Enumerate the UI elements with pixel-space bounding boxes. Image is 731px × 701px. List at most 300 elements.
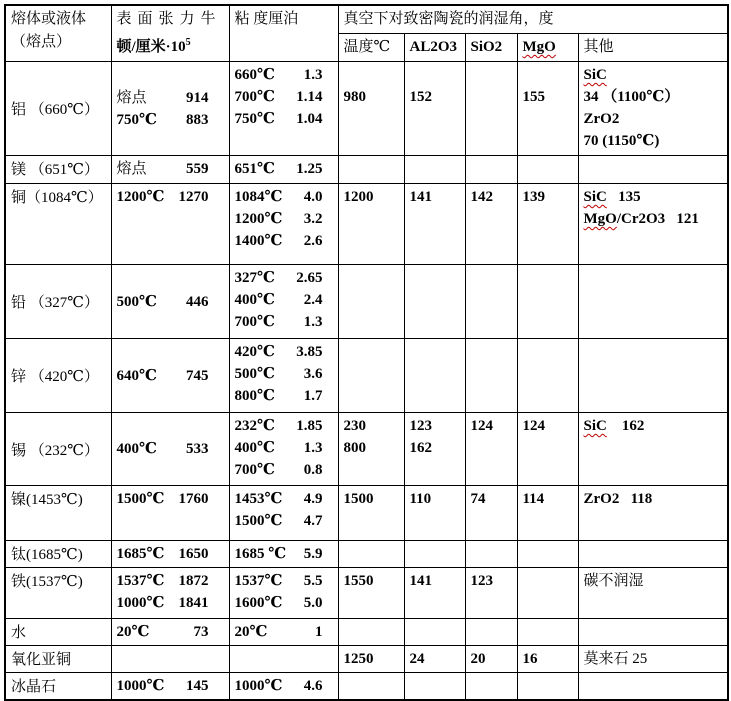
viscosity-cell[interactable] — [229, 673, 338, 701]
temp-value-line — [117, 543, 209, 565]
melt-name-cell[interactable] — [5, 568, 111, 619]
wet-other-cell[interactable] — [578, 673, 728, 701]
wet-sio2-cell[interactable] — [465, 339, 517, 413]
other-ceramic-text: 莫来石 25 — [583, 651, 648, 667]
header-al2o3-label: AL2O3 — [409, 39, 458, 55]
value-label: 20 — [470, 651, 486, 667]
wet-sio2-cell[interactable] — [465, 568, 517, 619]
temp-value-line — [235, 86, 323, 108]
table-row — [5, 413, 728, 486]
wetting-angle-value — [410, 488, 460, 510]
temp-value-line — [235, 230, 323, 252]
value-label: 141 — [409, 573, 432, 589]
wetting-angle-value — [344, 570, 399, 592]
wet-sio2-cell[interactable] — [465, 541, 517, 568]
surface-tension-cell[interactable] — [111, 568, 229, 619]
wetting-angle-value — [523, 488, 573, 510]
wet-other-cell[interactable] — [578, 265, 728, 339]
temp-value-line — [235, 385, 323, 407]
temp-value-line — [235, 341, 323, 363]
temp-label: 660℃ — [234, 67, 275, 83]
value-label: 5.9 — [303, 546, 323, 562]
viscosity-cell[interactable] — [229, 541, 338, 568]
melt-name-cell[interactable] — [5, 184, 111, 265]
value-label: 139 — [522, 189, 545, 205]
header-viscosity-label: 粘 度厘泊 — [234, 11, 299, 27]
value-label: 1.04 — [296, 111, 323, 127]
temp-value-line — [235, 267, 323, 289]
wetting-angle-value — [471, 648, 512, 670]
wetting-angle-value — [344, 86, 399, 108]
wetting-angle-value — [410, 86, 460, 108]
temp-value-line — [235, 437, 323, 459]
header-melt-line1: 熔体或液体 — [11, 11, 87, 27]
wet-other-cell[interactable] — [578, 486, 728, 541]
wet-mgo-cell[interactable] — [517, 265, 578, 339]
temp-label: 750℃ — [234, 111, 275, 127]
wet-other-cell[interactable] — [578, 568, 728, 619]
table-row — [5, 265, 728, 339]
temp-label: 400℃ — [116, 441, 157, 457]
temp-label: 1200℃ — [116, 189, 165, 205]
value-label: 4.7 — [303, 513, 323, 529]
wet-sio2-cell[interactable] — [465, 673, 517, 701]
temp-value-line — [235, 363, 323, 385]
wetting-angle-value — [471, 415, 512, 437]
temp-label: 1200℃ — [234, 211, 283, 227]
value-label: 2.6 — [303, 233, 323, 249]
surface-tension-cell[interactable] — [111, 413, 229, 486]
temp-label: 1000℃ — [116, 595, 165, 611]
temp-value-line — [117, 592, 209, 614]
melt-name: 铝 （660℃） — [11, 102, 100, 118]
wet-mgo-cell[interactable] — [517, 568, 578, 619]
temp-value-line — [235, 543, 323, 565]
surface-tension-cell[interactable] — [111, 184, 229, 265]
value-label: 1.3 — [303, 314, 323, 330]
melt-name-cell[interactable] — [5, 619, 111, 646]
temp-label: 400℃ — [234, 440, 275, 456]
wetting-angle-value — [410, 186, 460, 208]
header-surface-tension-line2 — [117, 31, 224, 59]
header-temp-label: 温度℃ — [343, 39, 391, 55]
value-label: 3.85 — [296, 344, 323, 360]
wet-sio2-cell[interactable] — [465, 413, 517, 486]
temp-label: 1685℃ — [116, 546, 165, 562]
wetting-angle-value — [410, 437, 460, 459]
other-ceramic-text: MgO — [583, 211, 617, 227]
wet-temp-cell[interactable] — [338, 339, 404, 413]
melt-name-cell[interactable] — [5, 62, 111, 156]
table-row — [5, 339, 728, 413]
melt-name: 铁(1537℃) — [11, 574, 83, 590]
wetting-angle-value — [523, 186, 573, 208]
header-temp-cell[interactable] — [338, 34, 404, 62]
table-row — [5, 62, 728, 156]
other-ceramic-line — [584, 186, 723, 208]
wet-mgo-cell[interactable] — [517, 486, 578, 541]
value-label: 0.8 — [303, 462, 323, 478]
header-surface-tension-line1: 表面张力牛 — [116, 11, 222, 27]
value-label: 1872 — [178, 573, 209, 589]
wet-temp-cell[interactable] — [338, 646, 404, 673]
temp-label: 1500℃ — [116, 491, 165, 507]
temp-label: 20℃ — [116, 624, 150, 640]
wet-temp-cell[interactable] — [338, 673, 404, 701]
other-ceramic-line — [584, 570, 723, 592]
value-label: 2.65 — [296, 270, 323, 286]
wetting-angle-value — [344, 186, 399, 208]
other-ceramic-text: SiC — [583, 189, 607, 205]
temp-label: 1500℃ — [234, 513, 283, 529]
temp-label: 700℃ — [234, 89, 275, 105]
viscosity-cell[interactable] — [229, 339, 338, 413]
value-label: 533 — [186, 441, 209, 457]
wetting-angle-value — [471, 186, 512, 208]
value-label: 1550 — [343, 573, 374, 589]
other-ceramic-text: 碳不润湿 — [583, 573, 644, 589]
viscosity-cell[interactable] — [229, 413, 338, 486]
header-melt-line2: （熔点） — [11, 34, 72, 50]
surface-tension-cell[interactable] — [111, 265, 229, 339]
temp-value-line — [117, 158, 209, 180]
value-label: 145 — [186, 678, 209, 694]
wetting-angle-value — [344, 415, 399, 437]
wet-temp-cell[interactable] — [338, 568, 404, 619]
value-label: 142 — [470, 189, 493, 205]
wetting-angle-value — [344, 648, 399, 670]
wet-temp-cell[interactable] — [338, 619, 404, 646]
value-label: 1841 — [178, 595, 209, 611]
value-label: 1500 — [343, 491, 374, 507]
wet-mgo-cell[interactable] — [517, 62, 578, 156]
temp-label: 1000℃ — [116, 678, 165, 694]
header-other-cell[interactable] — [578, 34, 728, 62]
wet-temp-cell[interactable] — [338, 541, 404, 568]
wet-mgo-cell[interactable] — [517, 541, 578, 568]
melt-name: 水 — [11, 625, 27, 641]
wet-temp-cell[interactable] — [338, 184, 404, 265]
viscosity-cell[interactable] — [229, 486, 338, 541]
wetting-angle-value — [410, 415, 460, 437]
wetting-angle-value — [471, 488, 512, 510]
wet-other-cell[interactable] — [578, 646, 728, 673]
temp-value-line — [235, 289, 323, 311]
wet-temp-cell[interactable] — [338, 156, 404, 184]
melt-name-cell[interactable] — [5, 339, 111, 413]
other-ceramic-text: SiC — [583, 418, 607, 434]
temp-label: 1685 ℃ — [234, 546, 287, 562]
other-ceramic-text: 162 — [606, 418, 645, 434]
temp-label: 500℃ — [234, 366, 275, 382]
other-ceramic-line — [584, 86, 723, 108]
surface-tension-cell[interactable] — [111, 156, 229, 184]
header-row-1 — [5, 5, 728, 34]
surface-tension-unit: 顿/厘米·10 — [116, 39, 186, 55]
melt-name: 钛(1685℃) — [11, 547, 83, 563]
wet-al2o3-cell[interactable] — [404, 646, 465, 673]
wet-sio2-cell[interactable] — [465, 486, 517, 541]
viscosity-cell[interactable] — [229, 62, 338, 156]
wet-al2o3-cell[interactable] — [404, 568, 465, 619]
melt-name: 镁 （651℃） — [11, 162, 100, 178]
table-row — [5, 568, 728, 619]
value-label: 230 — [343, 418, 366, 434]
temp-label: 熔点 — [116, 161, 147, 177]
wetting-angle-value — [344, 488, 399, 510]
other-ceramic-text: /Cr2O3 121 — [616, 211, 699, 227]
header-mgo-cell[interactable] — [517, 34, 578, 62]
header-sio2-cell[interactable] — [465, 34, 517, 62]
melt-name: 镍(1453℃) — [11, 492, 83, 508]
wet-sio2-cell[interactable] — [465, 265, 517, 339]
value-label: 2.4 — [303, 292, 323, 308]
wet-al2o3-cell[interactable] — [404, 62, 465, 156]
value-label: 1.25 — [296, 161, 323, 177]
temp-label: 1400℃ — [234, 233, 283, 249]
header-sio2-label: SiO2 — [470, 39, 503, 55]
wetting-angle-value — [410, 570, 460, 592]
wet-other-cell[interactable] — [578, 184, 728, 265]
surface-tension-exponent: 5 — [185, 37, 191, 48]
temp-label: 500℃ — [116, 293, 157, 310]
temp-label: 420℃ — [234, 344, 275, 360]
value-label: 914 — [186, 89, 209, 106]
wetting-angle-value — [410, 648, 460, 670]
wetting-angle-value — [523, 86, 573, 108]
value-label: 124 — [470, 418, 493, 434]
wet-other-cell[interactable] — [578, 619, 728, 646]
header-melt-liquid-cell[interactable] — [5, 5, 111, 62]
other-ceramic-text: ZrO2 — [583, 111, 620, 127]
value-label: 1.3 — [303, 440, 323, 456]
value-label: 4.6 — [303, 678, 323, 694]
melt-name-cell[interactable] — [5, 265, 111, 339]
value-label: 1.85 — [296, 418, 323, 434]
melt-name-cell[interactable] — [5, 541, 111, 568]
value-label: 446 — [186, 293, 209, 310]
viscosity-cell[interactable] — [229, 619, 338, 646]
melt-name: 氧化亚铜 — [11, 652, 72, 668]
wet-sio2-cell[interactable] — [465, 184, 517, 265]
temp-label: 651℃ — [234, 161, 275, 177]
melt-name: 锌 （420℃） — [11, 369, 100, 385]
temp-label: 1537℃ — [234, 573, 283, 589]
temp-value-line — [235, 415, 323, 437]
value-label: 152 — [409, 89, 432, 105]
other-ceramic-text: 70 (1150℃) — [583, 133, 660, 149]
value-label: 883 — [186, 111, 209, 128]
value-label: 155 — [522, 89, 545, 105]
value-label: 141 — [409, 189, 432, 205]
wet-other-cell[interactable] — [578, 413, 728, 486]
other-ceramic-line — [584, 130, 723, 152]
wet-al2o3-cell[interactable] — [404, 156, 465, 184]
value-label: 1250 — [343, 651, 374, 667]
surface-tension-cell[interactable] — [111, 486, 229, 541]
other-ceramic-text: SiC — [583, 67, 607, 83]
wetting-angle-value — [344, 437, 399, 459]
header-surface-tension-cell[interactable] — [111, 5, 229, 62]
temp-value-line — [117, 675, 209, 697]
wetting-angle-value — [523, 415, 573, 437]
wet-other-cell[interactable] — [578, 339, 728, 413]
wet-sio2-cell[interactable] — [465, 156, 517, 184]
table-row — [5, 184, 728, 265]
value-label: 4.0 — [303, 189, 323, 205]
value-label: 559 — [186, 161, 209, 177]
temp-label: 1600℃ — [234, 595, 283, 611]
other-ceramic-text: 135 — [606, 189, 641, 205]
surface-tension-cell[interactable] — [111, 619, 229, 646]
temp-value-line — [117, 186, 209, 208]
value-label: 5.0 — [303, 595, 323, 611]
value-label: 1.7 — [303, 388, 323, 404]
table-row — [5, 541, 728, 568]
value-label: 3.6 — [303, 366, 323, 382]
wet-temp-cell[interactable] — [338, 62, 404, 156]
wet-sio2-cell[interactable] — [465, 619, 517, 646]
temp-label: 700℃ — [234, 462, 275, 478]
wet-al2o3-cell[interactable] — [404, 673, 465, 701]
melt-name-cell[interactable] — [5, 673, 111, 701]
value-label: 114 — [522, 491, 545, 507]
wet-temp-cell[interactable] — [338, 486, 404, 541]
temp-value-line — [235, 459, 323, 481]
wetting-angle-value — [471, 570, 512, 592]
header-viscosity-cell[interactable] — [229, 5, 338, 62]
temp-value-line — [235, 158, 323, 180]
wet-other-cell[interactable] — [578, 156, 728, 184]
wet-al2o3-cell[interactable] — [404, 184, 465, 265]
melt-name: 冰晶石 — [11, 679, 57, 695]
wet-sio2-cell[interactable] — [465, 62, 517, 156]
other-ceramic-line — [584, 415, 723, 437]
surface-tension-cell[interactable] — [111, 541, 229, 568]
value-label: 124 — [522, 418, 545, 434]
other-ceramic-line — [584, 208, 723, 230]
viscosity-cell[interactable] — [229, 156, 338, 184]
temp-value-line — [117, 109, 209, 131]
temp-label: 327℃ — [234, 270, 275, 286]
temp-label: 1537℃ — [116, 573, 165, 589]
other-ceramic-line — [584, 64, 723, 86]
surface-tension-cell[interactable] — [111, 62, 229, 156]
wet-al2o3-cell[interactable] — [404, 413, 465, 486]
temp-value-line — [235, 510, 323, 532]
wet-other-cell[interactable] — [578, 62, 728, 156]
temp-value-line — [235, 108, 323, 130]
value-label: 1270 — [178, 189, 209, 205]
wet-temp-cell[interactable] — [338, 265, 404, 339]
temp-label: 800℃ — [234, 388, 275, 404]
table-row — [5, 646, 728, 673]
value-label: 1.3 — [303, 67, 323, 83]
wet-al2o3-cell[interactable] — [404, 486, 465, 541]
wet-other-cell[interactable] — [578, 541, 728, 568]
melt-name-cell[interactable] — [5, 486, 111, 541]
value-label: 1.14 — [296, 89, 323, 105]
other-ceramic-text: 34 （1100℃） — [583, 89, 680, 105]
viscosity-cell[interactable] — [229, 184, 338, 265]
value-label: 1200 — [343, 189, 374, 205]
wet-temp-cell[interactable] — [338, 413, 404, 486]
temp-label: 750℃ — [116, 111, 157, 128]
header-al2o3-cell[interactable] — [404, 34, 465, 62]
temp-value-line — [117, 365, 209, 387]
header-mgo-label: MgO — [522, 39, 556, 55]
surface-tension-cell[interactable] — [111, 646, 229, 673]
viscosity-cell[interactable] — [229, 646, 338, 673]
melt-properties-table — [4, 4, 729, 701]
temp-value-line — [235, 570, 323, 592]
viscosity-cell[interactable] — [229, 265, 338, 339]
wet-al2o3-cell[interactable] — [404, 339, 465, 413]
value-label: 4.9 — [303, 491, 323, 507]
other-ceramic-line — [584, 488, 723, 510]
temp-value-line — [235, 675, 323, 697]
wet-mgo-cell[interactable] — [517, 156, 578, 184]
temp-label: 1453℃ — [234, 491, 283, 507]
surface-tension-cell[interactable] — [111, 673, 229, 701]
wet-mgo-cell[interactable] — [517, 413, 578, 486]
melt-name: 锡 （232℃） — [11, 442, 100, 459]
temp-label: 20℃ — [234, 624, 268, 640]
value-label: 16 — [522, 651, 538, 667]
wetting-angle-value — [523, 648, 573, 670]
value-label: 5.5 — [303, 573, 323, 589]
melt-name-cell[interactable] — [5, 156, 111, 184]
other-ceramic-text: ZrO2 118 — [583, 491, 653, 507]
temp-value-line — [117, 488, 209, 510]
temp-value-line — [235, 311, 323, 333]
melt-name: 铜（1084℃） — [11, 190, 103, 206]
value-label: 73 — [193, 624, 209, 640]
wet-mgo-cell[interactable] — [517, 619, 578, 646]
value-label: 3.2 — [303, 211, 323, 227]
wet-mgo-cell[interactable] — [517, 339, 578, 413]
value-label: 123 — [409, 418, 432, 434]
header-other-label: 其他 — [583, 39, 614, 55]
viscosity-cell[interactable] — [229, 568, 338, 619]
wet-sio2-cell[interactable] — [465, 646, 517, 673]
wet-mgo-cell[interactable] — [517, 646, 578, 673]
wet-al2o3-cell[interactable] — [404, 619, 465, 646]
value-label: 123 — [470, 573, 493, 589]
temp-label: 640℃ — [116, 367, 157, 384]
wet-al2o3-cell[interactable] — [404, 265, 465, 339]
wet-al2o3-cell[interactable] — [404, 541, 465, 568]
surface-tension-cell[interactable] — [111, 339, 229, 413]
wet-mgo-cell[interactable] — [517, 673, 578, 701]
other-ceramic-line — [584, 108, 723, 130]
wet-mgo-cell[interactable] — [517, 184, 578, 265]
table-row — [5, 619, 728, 646]
header-wetting-angle-label: 真空下对致密陶瓷的润湿角，度 — [343, 11, 554, 27]
temp-value-line — [235, 186, 323, 208]
table-row — [5, 673, 728, 701]
other-ceramic-line — [584, 648, 723, 670]
melt-name: 铅 （327℃） — [11, 295, 100, 311]
value-label: 24 — [409, 651, 425, 667]
value-label: 745 — [186, 367, 209, 384]
header-wetting-angle-cell[interactable] — [338, 5, 728, 34]
temp-value-line — [235, 64, 323, 86]
value-label: 1 — [315, 624, 323, 640]
temp-value-line — [117, 291, 209, 313]
melt-name-cell[interactable] — [5, 646, 111, 673]
melt-name-cell[interactable] — [5, 413, 111, 486]
